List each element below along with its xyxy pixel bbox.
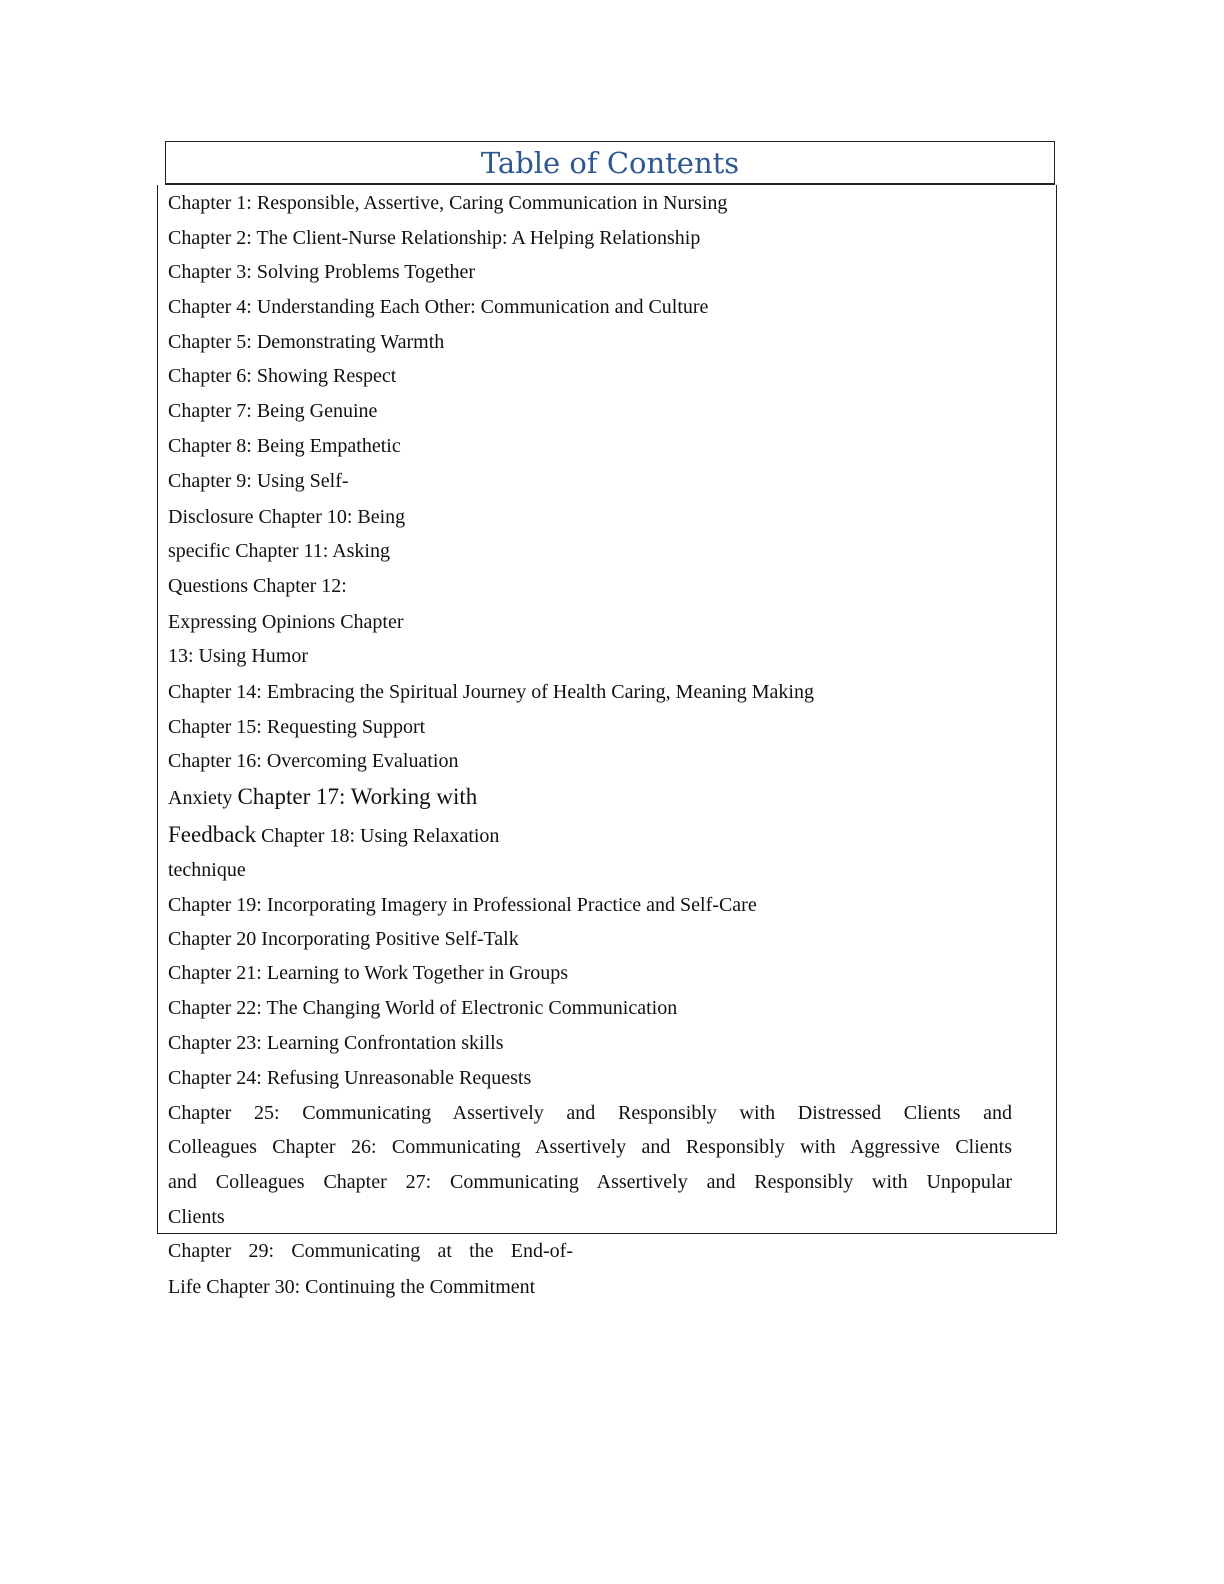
toc-line-chapter-6: Chapter 6: Showing Respect (168, 365, 397, 387)
toc-line-chapter-7: Chapter 7: Being Genuine (168, 400, 378, 422)
toc-line-chapter-18 (168, 822, 499, 849)
toc-line-chapter-14: Chapter 14: Embracing the Spiritual Journey of Health Caring, Meaning Making (168, 681, 814, 703)
toc-line-chapter-13: 13: Using Humor (168, 645, 308, 667)
toc-title-box (165, 141, 1055, 185)
toc-line-chapter-4: Chapter 4: Understanding Each Other: Communication and Culture (168, 296, 709, 318)
toc-line-chapter-19: Chapter 19: Incorporating Imagery in Professional Practice and Self-Care (168, 894, 757, 916)
toc-line-chapter-26: Colleagues Chapter 26: Communicating Assertively and Responsibly with Aggressive Clients (168, 1136, 1012, 1158)
toc-line-chapter-30: Life Chapter 30: Continuing the Commitment (168, 1276, 536, 1298)
toc-line-chapter-23: Chapter 23: Learning Confrontation skills (168, 1032, 504, 1054)
toc-line-chapter-25: Chapter 25: Communicating Assertively and Responsibly with Distressed Clients and (168, 1102, 1012, 1124)
toc-line-chapter-10: Disclosure Chapter 10: Being (168, 506, 406, 528)
toc-line-chapter-27: and Colleagues Chapter 27: Communicating Assertively and Responsibly with Unpopular (168, 1171, 1012, 1193)
toc-line-chapter-24: Chapter 24: Refusing Unreasonable Requests (168, 1067, 532, 1089)
toc-line-chapter-12b: Expressing Opinions Chapter (168, 611, 404, 633)
toc-title: Table of Contents (480, 146, 740, 180)
toc-line-chapter-11: specific Chapter 11: Asking (168, 540, 390, 562)
toc-line-chapter-2: Chapter 2: The Client-Nurse Relationship: A Helping Relationship (168, 227, 701, 249)
toc-text-chapter-17: Chapter 17: Working with (237, 784, 478, 809)
toc-line-chapter-8: Chapter 8: Being Empathetic (168, 435, 401, 457)
toc-line-chapter-16: Chapter 16: Overcoming Evaluation (168, 750, 459, 772)
toc-line-chapter-17 (168, 784, 477, 811)
toc-line-chapter-1: Chapter 1: Responsible, Assertive, Caring Communication in Nursing (168, 192, 728, 214)
toc-line-chapter-21: Chapter 21: Learning to Work Together in Groups (168, 962, 569, 984)
toc-line-chapter-20: Chapter 20 Incorporating Positive Self-Talk (168, 928, 519, 950)
toc-text-anxiety: Anxiety (168, 787, 238, 809)
toc-line-chapter-15: Chapter 15: Requesting Support (168, 716, 426, 738)
toc-text-chapter-18: Chapter 18: Using Relaxation (256, 825, 500, 847)
toc-line-technique: technique (168, 859, 246, 881)
toc-line-chapter-5: Chapter 5: Demonstrating Warmth (168, 331, 445, 353)
toc-line-chapter-9: Chapter 9: Using Self- (168, 470, 349, 492)
toc-line-chapter-12: Questions Chapter 12: (168, 575, 347, 597)
toc-line-chapter-22: Chapter 22: The Changing World of Electronic Communication (168, 997, 678, 1019)
toc-line-chapter-29: Chapter 29: Communicating at the End-of- (168, 1240, 573, 1262)
toc-line-clients: Clients (168, 1206, 225, 1228)
toc-line-chapter-3: Chapter 3: Solving Problems Together (168, 261, 476, 283)
toc-text-feedback: Feedback (168, 822, 257, 847)
